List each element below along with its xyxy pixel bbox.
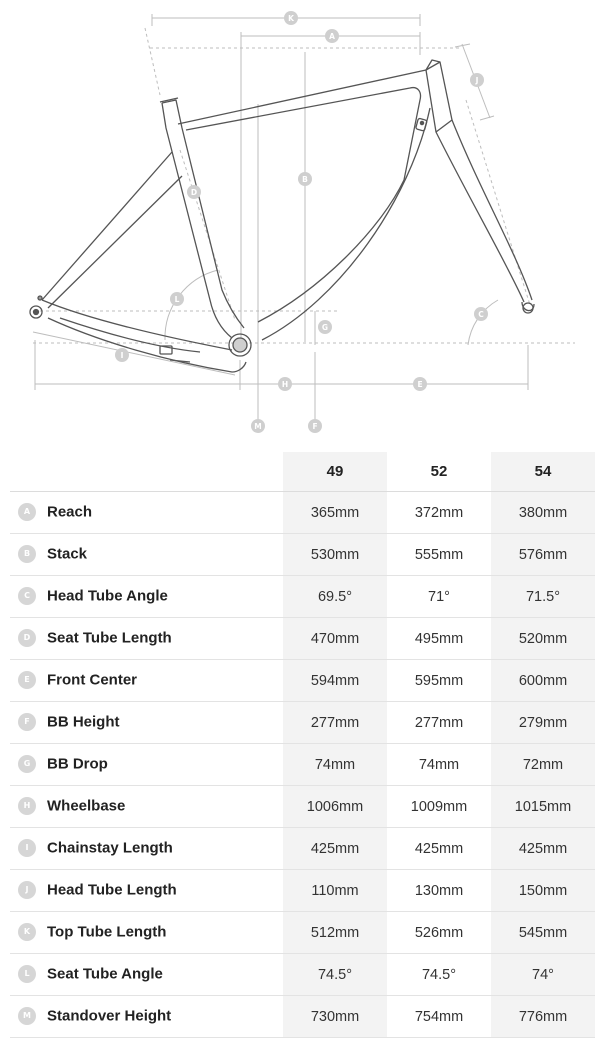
value-cell-size-54: 74° — [491, 954, 595, 996]
value-cell-size-54: 576mm — [491, 534, 595, 576]
dimension-name: BB Drop — [47, 755, 108, 773]
dimension-name: BB Height — [47, 713, 120, 731]
table-row — [10, 576, 595, 618]
svg-text:F: F — [312, 422, 318, 431]
dimension-marker-m — [251, 419, 265, 433]
value-cell-size-49: 365mm — [283, 492, 387, 534]
dimension-name: Seat Tube Length — [47, 629, 172, 647]
value-cell-size-49: 69.5° — [283, 576, 387, 618]
svg-text:C: C — [478, 310, 484, 319]
row-label-cell — [10, 534, 283, 576]
svg-text:B: B — [302, 175, 308, 184]
value-cell-size-54: 545mm — [491, 912, 595, 954]
value-cell-size-52: 595mm — [387, 660, 491, 702]
value-cell-size-49: 425mm — [283, 828, 387, 870]
value-cell-size-52: 277mm — [387, 702, 491, 744]
dimension-marker-j — [470, 73, 484, 87]
dimension-name: Stack — [47, 545, 88, 563]
value-cell-size-54: 71.5° — [491, 576, 595, 618]
value-cell-size-49: 730mm — [283, 996, 387, 1038]
size-header-row — [10, 452, 595, 492]
dimension-marker-g — [318, 320, 332, 334]
table-row — [10, 744, 595, 786]
dimension-marker-i — [115, 348, 129, 362]
dimension-badge: L — [18, 965, 36, 983]
size-header-49: 49 — [283, 452, 387, 492]
table-row — [10, 870, 595, 912]
value-cell-size-54: 520mm — [491, 618, 595, 660]
dimension-badge: I — [18, 839, 36, 857]
dimension-marker-l — [170, 292, 184, 306]
value-cell-size-54: 776mm — [491, 996, 595, 1038]
value-cell-size-49: 1006mm — [283, 786, 387, 828]
value-cell-size-49: 74mm — [283, 744, 387, 786]
table-row — [10, 954, 595, 996]
value-cell-size-49: 277mm — [283, 702, 387, 744]
table-row — [10, 786, 595, 828]
row-label-cell — [10, 996, 283, 1038]
svg-text:K: K — [288, 14, 294, 23]
table-row — [10, 660, 595, 702]
value-cell-size-49: 74.5° — [283, 954, 387, 996]
dimension-badge: J — [18, 881, 36, 899]
table-row — [10, 996, 595, 1038]
dimension-name: Head Tube Length — [47, 881, 177, 899]
table-row — [10, 912, 595, 954]
row-label-cell — [10, 744, 283, 786]
svg-text:D: D — [190, 188, 198, 197]
row-label-cell — [10, 912, 283, 954]
dimension-marker-e — [413, 377, 427, 391]
svg-text:H: H — [281, 380, 289, 389]
dimension-marker-f — [308, 419, 322, 433]
dimension-marker-h — [278, 377, 292, 391]
dimension-marker-b — [298, 172, 312, 186]
table-row — [10, 618, 595, 660]
svg-text:E: E — [417, 380, 423, 389]
row-label-cell — [10, 576, 283, 618]
value-cell-size-54: 425mm — [491, 828, 595, 870]
row-label-cell — [10, 870, 283, 912]
dimension-name: Standover Height — [47, 1007, 172, 1025]
value-cell-size-54: 1015mm — [491, 786, 595, 828]
value-cell-size-54: 380mm — [491, 492, 595, 534]
table-row — [10, 828, 595, 870]
value-cell-size-52: 74mm — [387, 744, 491, 786]
dimension-badge: C — [18, 587, 36, 605]
svg-text:L: L — [174, 295, 180, 304]
dimension-badge: D — [18, 629, 36, 647]
row-label-cell — [10, 492, 283, 534]
row-label-cell — [10, 786, 283, 828]
value-cell-size-54: 279mm — [491, 702, 595, 744]
value-cell-size-54: 600mm — [491, 660, 595, 702]
dimension-badge: H — [18, 797, 36, 815]
value-cell-size-52: 495mm — [387, 618, 491, 660]
dimension-badge: E — [18, 671, 36, 689]
row-label-cell — [10, 702, 283, 744]
dimension-name: Chainstay Length — [47, 839, 173, 857]
value-cell-size-49: 594mm — [283, 660, 387, 702]
table-row — [10, 534, 595, 576]
dimension-badge: M — [18, 1007, 36, 1025]
geometry-table — [10, 452, 595, 1038]
table-row — [10, 702, 595, 744]
dimension-name: Wheelbase — [47, 797, 126, 815]
dimension-name: Reach — [47, 503, 93, 521]
dimension-marker-a — [325, 29, 339, 43]
dimension-badge: F — [18, 713, 36, 731]
value-cell-size-49: 512mm — [283, 912, 387, 954]
dimension-badge: K — [18, 923, 36, 941]
dimension-badge: A — [18, 503, 36, 521]
value-cell-size-52: 754mm — [387, 996, 491, 1038]
svg-text:I: I — [120, 351, 124, 360]
header-blank — [10, 452, 283, 492]
svg-text:J: J — [475, 76, 479, 85]
dimension-name: Top Tube Length — [47, 923, 167, 941]
dimension-marker-k — [284, 11, 298, 25]
svg-text:M: M — [254, 422, 262, 431]
size-header-52: 52 — [387, 452, 491, 492]
dimension-badge: B — [18, 545, 36, 563]
value-cell-size-49: 470mm — [283, 618, 387, 660]
value-cell-size-52: 555mm — [387, 534, 491, 576]
row-label-cell — [10, 828, 283, 870]
dimension-marker-d — [187, 185, 201, 199]
value-cell-size-52: 1009mm — [387, 786, 491, 828]
dimension-name: Head Tube Angle — [47, 587, 168, 605]
value-cell-size-54: 72mm — [491, 744, 595, 786]
value-cell-size-54: 150mm — [491, 870, 595, 912]
value-cell-size-52: 526mm — [387, 912, 491, 954]
value-cell-size-52: 425mm — [387, 828, 491, 870]
frame-geometry-diagram — [0, 0, 605, 440]
bicycle-frame — [30, 60, 534, 372]
value-cell-size-52: 372mm — [387, 492, 491, 534]
dimension-marker-c — [474, 307, 488, 321]
row-label-cell — [10, 954, 283, 996]
size-header-54: 54 — [491, 452, 595, 492]
dimension-name: Seat Tube Angle — [47, 965, 163, 983]
row-label-cell — [10, 660, 283, 702]
svg-text:A: A — [329, 32, 335, 41]
table-row — [10, 492, 595, 534]
row-label-cell — [10, 618, 283, 660]
dimension-name: Front Center — [47, 671, 137, 689]
value-cell-size-52: 71° — [387, 576, 491, 618]
value-cell-size-49: 530mm — [283, 534, 387, 576]
svg-text:G: G — [321, 323, 329, 332]
dimension-badge: G — [18, 755, 36, 773]
value-cell-size-52: 74.5° — [387, 954, 491, 996]
value-cell-size-49: 110mm — [283, 870, 387, 912]
value-cell-size-52: 130mm — [387, 870, 491, 912]
